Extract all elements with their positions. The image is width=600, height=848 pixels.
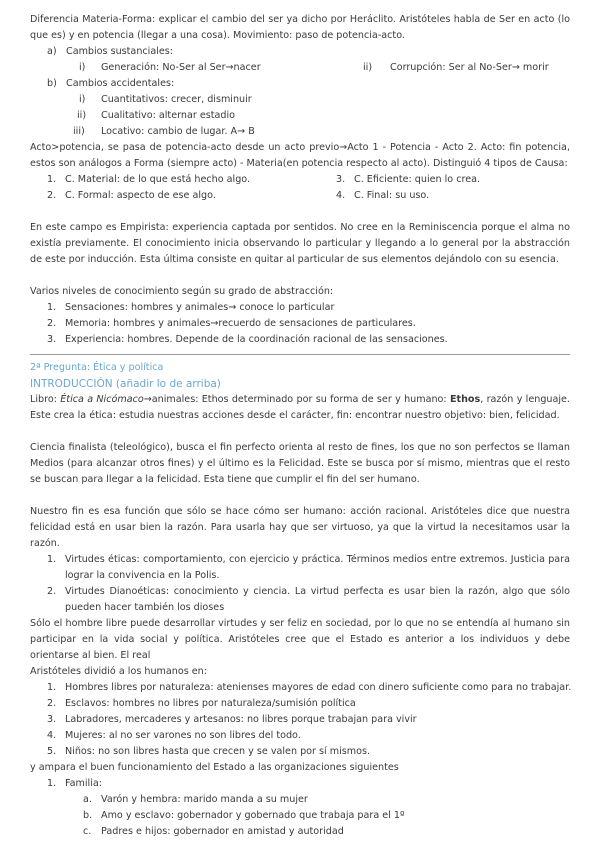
list-item-cambios-accidentales [30, 76, 570, 92]
libro-prefix: Libro: [30, 394, 61, 405]
libro-text-rest: , razón y lenguaje. Este crea la ética: estudia nuestras acciones desde el carácter, fin: encontrar nuestro objetivo: bien, felicidad. [30, 394, 570, 421]
list-label: Generación: No-Ser al Ser→nacer [101, 62, 261, 73]
list-marker: 3. [47, 334, 57, 345]
list-label: Esclavos: hombres no libres por naturaleza/sumisión política [65, 698, 356, 709]
list-marker: a) [47, 46, 57, 57]
list-item-causas [30, 172, 570, 188]
list-item [30, 300, 570, 316]
nuestro-fin-paragraph: Nuestro fin es esa función que sólo se hace cómo ser humano: acción racional. Aristóteles dice que nuestra felicidad está en usar bien la razón. Para usarla hay que ser virtuoso, ya que la virtud la necesitamos usar la razón. [30, 506, 570, 549]
book-title: Ética a Nicómaco [60, 394, 144, 405]
section-heading: 2ª Pregunta: Ética y política [30, 362, 164, 373]
list-item [30, 728, 570, 744]
list-marker: 2. [47, 190, 57, 201]
list-label: Cambios sustanciales: [66, 46, 174, 57]
list-label: Memoria: hombres y animales→recuerdo de sensaciones de particulares. [65, 318, 416, 329]
list-marker: 1. [47, 554, 57, 565]
list-label: Labradores, mercaderes y artesanos: no libres porque trabajan para vivir [65, 714, 417, 725]
list-label: Familia: [65, 778, 102, 789]
list-label: Locativo: cambio de lugar. A→ B [101, 126, 255, 137]
list-label: Sensaciones: hombres y animales→ conoce lo particular [65, 302, 335, 313]
list-label: C. Eficiente: quien lo crea. [354, 174, 481, 185]
materia-forma-paragraph: Diferencia Materia-Forma: explicar el cambio del ser ya dicho por Heráclito. Aristóteles habla de Ser en acto (lo que es) y en potencia (llegar a una cosa). Movimiento: paso de potencia-acto. [30, 14, 570, 41]
list-marker: 4. [336, 190, 346, 201]
list-item-causas [30, 188, 570, 204]
ethos-bold: Ethos [449, 394, 481, 405]
list-marker: 5. [47, 746, 57, 757]
empirista-paragraph: En este campo es Empirista: experiencia captada por sentidos. No cree en la Reminiscencia porque el alma no existía previamente. El conocimiento inicia observando lo particular y llegando a lo general por la abstracción de este por inducción. Esta última consiste en quitar al particular de sus elementos dejándolo con su esencia. [30, 222, 570, 265]
list-label: Virtudes éticas: comportamiento, con ejercicio y práctica. Términos medios entre extremos. Justicia para lograr la convivencia en la Polis. [65, 554, 570, 581]
list-label: Niños: no son libres hasta que crecen y se valen por sí mismos. [65, 746, 371, 757]
list-label: Experiencia: hombres. Depende de la coordinación racional de las sensaciones. [65, 334, 448, 345]
list-item [30, 108, 570, 124]
list-item-generacion-corrupcion [30, 60, 570, 76]
list-item [30, 824, 570, 840]
list-label: Hombres libres por naturaleza: atenienses mayores de edad con dinero suficiente como para no trabajar. [65, 682, 572, 693]
list-item-virtudes-dianoeticas [30, 584, 570, 616]
list-item [30, 808, 570, 824]
list-item-familia [30, 776, 570, 792]
list-marker: a. [83, 794, 92, 805]
finalista-paragraph: Ciencia finalista (teleológico), busca el fin perfecto orienta al resto de fines, los que no son perfectos se llaman Medios (para alcanzar otros fines) y el último es la Felicidad. Este se busca por sí mismo, mientras que el resto se buscan para llegar a la felicidad. Esta tiene que cumplir el fin del ser humano. [30, 442, 570, 485]
document-page [30, 12, 570, 840]
list-item [30, 316, 570, 332]
division-intro: Aristóteles dividió a los humanos en: [30, 666, 207, 677]
list-marker: 2. [47, 586, 57, 597]
list-label: C. Formal: aspecto de ese algo. [65, 190, 216, 201]
list-marker: ii) [363, 62, 373, 73]
list-label: Corrupción: Ser al No-Ser→ morir [390, 62, 549, 73]
list-item [30, 92, 570, 108]
list-marker: c. [83, 826, 92, 837]
list-marker: 1. [47, 682, 57, 693]
list-marker: ii) [77, 110, 87, 121]
list-item [30, 696, 570, 712]
list-marker: b. [83, 810, 93, 821]
list-item [30, 744, 570, 760]
acto-potencia-paragraph: Acto>potencia, se pasa de potencia-acto desde un acto previo→Acto 1 - Potencia - Acto 2. Acto: fin potencia, estos son análogos a Forma (siempre acto) - Materia(en potencia respecto al acto). Distinguió 4 tipos de Causa: [30, 142, 570, 169]
list-label: Amo y esclavo: gobernador y gobernado que trabaja para el 1º [101, 810, 405, 821]
list-marker: 2. [47, 698, 57, 709]
list-label: Cualitativo: alternar estadio [101, 110, 235, 121]
list-item [30, 792, 570, 808]
list-label: Mujeres: al no ser varones no son libres del todo. [65, 730, 301, 741]
list-label: C. Final: su uso. [354, 190, 430, 201]
list-marker: i) [79, 94, 86, 105]
list-label: Virtudes Dianoéticas: conocimiento y ciencia. La virtud perfecta es usar bien la razón, algo que sólo pueden hacer también los dioses [65, 586, 570, 613]
subsection-heading: INTRODUCCIÓN (añadir lo de arriba) [30, 378, 221, 390]
list-item [30, 332, 570, 348]
libro-text: →animales: Ethos determinado por su forma de ser y humano: [143, 394, 450, 405]
niveles-intro: Varios niveles de conocimiento según su grado de abstracción: [30, 286, 334, 297]
list-label: Cambios accidentales: [66, 78, 175, 89]
list-label: Varón y hembra: marido manda a su mujer [101, 794, 308, 805]
list-label: C. Material: de lo que está hecho algo. [65, 174, 251, 185]
list-marker: 3. [47, 714, 57, 725]
list-marker: 2. [47, 318, 57, 329]
list-label: Padres e hijos: gobernador en amistad y autoridad [101, 826, 344, 837]
list-marker: i) [79, 62, 86, 73]
list-marker: 1. [47, 174, 57, 185]
list-item [30, 124, 570, 140]
list-marker: iii) [73, 126, 85, 137]
ampara-paragraph: y ampara el buen funcionamiento del Estado a las organizaciones siguientes [30, 762, 399, 773]
list-marker: b) [47, 78, 57, 89]
list-marker: 4. [47, 730, 57, 741]
list-item [30, 680, 570, 696]
list-marker: 3. [336, 174, 346, 185]
list-marker: 1. [47, 302, 57, 313]
list-marker: 1. [47, 778, 57, 789]
list-item-virtudes-eticas [30, 552, 570, 584]
list-item-cambios-sustanciales [30, 44, 570, 60]
hombre-libre-paragraph: Sólo el hombre libre puede desarrollar virtudes y ser feliz en sociedad, por lo que no se entendía al humano sin participar en la vida social y política. Aristóteles cree que el Estado es anterior a los individuos y debe orientarse al bien. El real [30, 618, 570, 661]
list-item [30, 712, 570, 728]
section-divider [30, 354, 570, 355]
libro-paragraph [30, 392, 570, 424]
list-label: Cuantitativos: crecer, disminuir [101, 94, 252, 105]
